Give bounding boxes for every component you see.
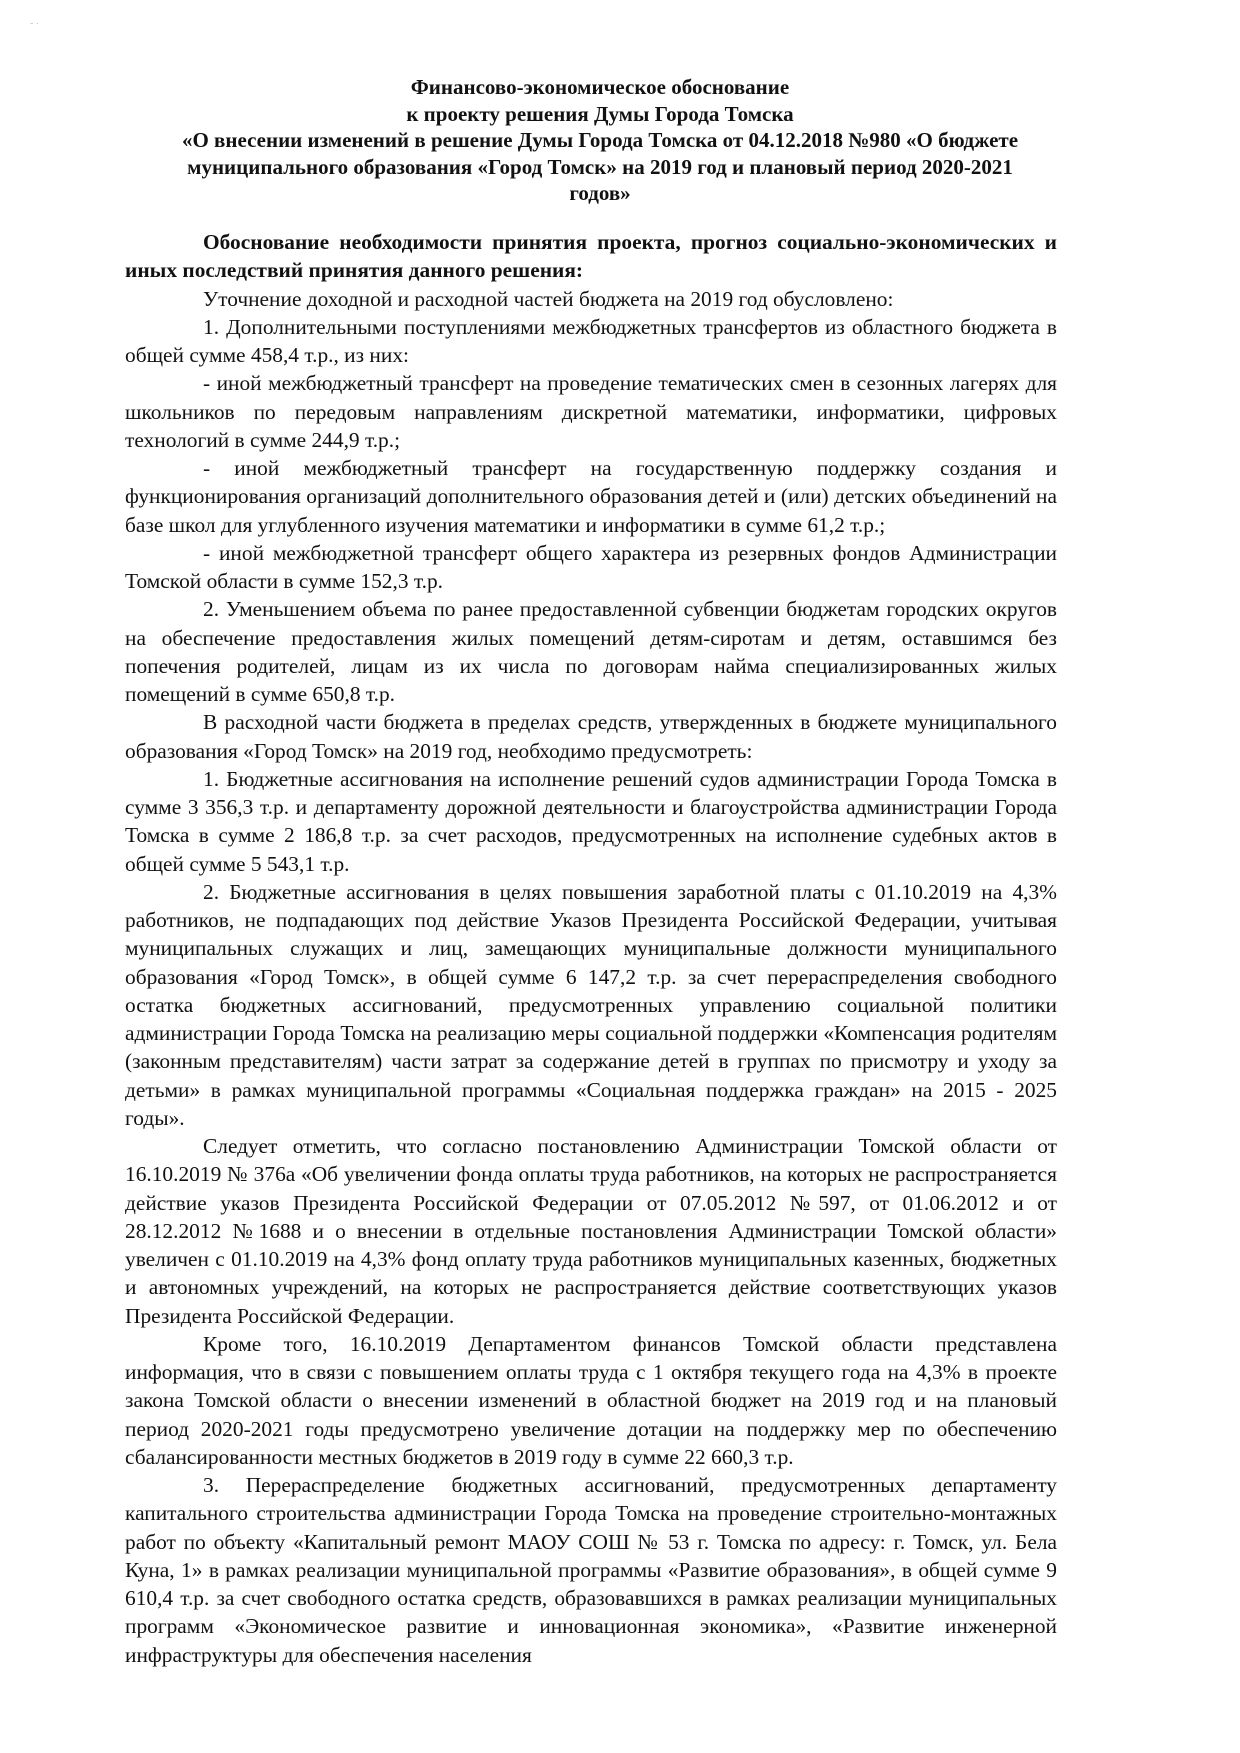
- title-line: Финансово-экономическое обоснование: [410, 75, 790, 99]
- paragraph: 2. Уменьшением объема по ранее предоставленной субвенции бюджетам городских округов на обеспечение предоставления жилых помещений детям-сиротам и детям, оставшимся без попечения родителей, лицам из их числа по договорам найма специализированных жилых помещений в сумме 650,8 т.р.: [125, 597, 1057, 706]
- paragraph: - иной межбюджетной трансферт общего характера из резервных фондов Администрации Томской области в сумме 152,3 т.р.: [125, 540, 1057, 593]
- paragraph: 2. Бюджетные ассигнования в целях повышения заработной платы с 01.10.2019 на 4,3% работников, не подпадающих под действие Указов Президента Российской Федерации, учитывая муниципальных служащих и лиц, замещающих муниципальные должности муниципального образования «Город Томск», в общей сумме 6 147,2 т.р. за счет перераспределения свободного остатка бюджетных ассигнований, предусмотренных управлению социальной политики администрации Города Томска на реализацию меры социальной поддержки «Компенсация родителям (законным представителям) части затрат за содержание детей в группах по присмотру и уходу за детьми» в рамках муниципальной программы «Социальная поддержка граждан» на 2015 - 2025 годы».: [125, 879, 1057, 1130]
- paragraph: Кроме того, 16.10.2019 Департаментом финансов Томской области представлена информация, что в связи с повышением оплаты труда с 1 октября текущего года на 4,3% в проекте закона Томской области о внесении изменений в областной бюджет на 2019 год и на плановый период 2020-2021 годы предусмотрено увеличение дотации на поддержку мер по обеспечению сбалансированности местных бюджетов в 2019 году в сумме 22 660,3 т.р.: [125, 1331, 1057, 1469]
- paragraph: 1. Бюджетные ассигнования на исполнение решений судов администрации Города Томска в сумме 3 356,3 т.р. и департаменту дорожной деятельности и благоустройства администрации Города Томска в сумме 2 186,8 т.р. за счет расходов, предусмотренных на исполнение судебных актов в общей сумме 5 543,1 т.р.: [125, 766, 1057, 876]
- scan-artifact: ˘ ˙: [30, 22, 40, 33]
- document-title: [140, 74, 1060, 207]
- paragraph: - иной межбюджетный трансферт на проведение тематических смен в сезонных лагерях для школьников по передовым направлениям дискретной математики, информатики, цифровых технологий в сумме 244,9 т.р.;: [125, 371, 1057, 452]
- title-line: годов»: [569, 181, 631, 205]
- document-body: [125, 228, 1057, 1669]
- title-line: «О внесении изменений в решение Думы Города Томска от 04.12.2018 №980 «О бюджете: [181, 128, 1019, 152]
- title-line: к проекту решения Думы Города Томска: [406, 101, 794, 126]
- paragraph: - иной межбюджетный трансферт на государственную поддержку создания и функционирования организаций дополнительного образования детей и (или) детских объединений на базе школ для углубленного изучения математики и информатики в сумме 61,2 т.р.;: [125, 456, 1057, 537]
- section-heading: Обоснование необходимости принятия проекта, прогноз социально-экономических и иных последствий принятия данного решения:: [125, 230, 1057, 283]
- paragraph: Следует отметить, что согласно постановлению Администрации Томской области от 16.10.2019 № 376а «Об увеличении фонда оплаты труда работников, на которых не распространяется действие указов Президента Российской Федерации от 07.05.2012 №597, от 01.06.2012 и от 28.12.2012 №1688 и о внесении в отдельные постановления Администрации Томской области» увеличен с 01.10.2019 на 4,3% фонд оплату труда работников муниципальных казенных, бюджетных и автономных учреждений, на которых не распространяется действие соответствующих указов Президента Российской Федерации.: [125, 1134, 1057, 1328]
- paragraph: Уточнение доходной и расходной частей бюджета на 2019 год обусловлено:: [203, 286, 894, 311]
- paragraph: 3. Перераспределение бюджетных ассигнований, предусмотренных департаменту капитального строительства администрации Города Томска на проведение строительно-монтажных работ по объекту «Капитальный ремонт МАОУ СОШ № 53 г. Томска по адресу: г. Томск, ул. Бела Куна, 1» в рамках реализации муниципальной программы «Развитие образования», в общей сумме 9 610,4 т.р. за счет свободного остатка средств, образовавшихся в рамках реализации муниципальных программ «Экономическое развитие и инновационная экономика», «Развитие инженерной инфраструктуры для обеспечения населения: [125, 1473, 1057, 1667]
- title-line: муниципального образования «Город Томск» на 2019 год и плановый период 2020-2021: [187, 154, 1013, 179]
- paragraph: В расходной части бюджета в пределах средств, утвержденных в бюджете муниципального образования «Город Томск» на 2019 год, необходимо предусмотреть:: [125, 710, 1057, 763]
- paragraph: 1. Дополнительными поступлениями межбюджетных трансфертов из областного бюджета в общей сумме 458,4 т.р., из них:: [125, 314, 1057, 367]
